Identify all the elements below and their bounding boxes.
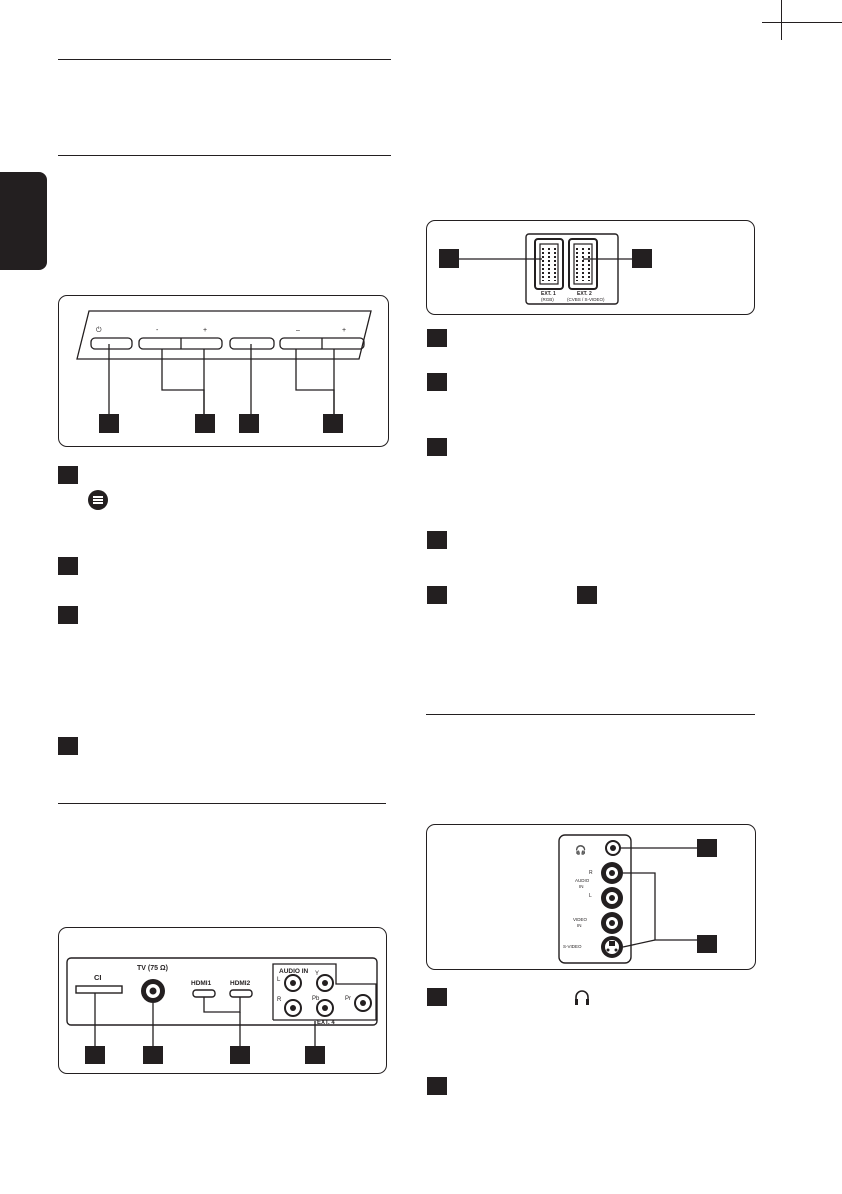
- ext1-sub-label: (RGB): [541, 297, 554, 302]
- headphone-symbol: 🎧: [575, 845, 587, 855]
- volume-plus-label: +: [203, 327, 208, 334]
- video-in-label-2: IN: [577, 923, 582, 928]
- svideo-label: S-VIDEO: [563, 944, 582, 949]
- menu-button[interactable]: [230, 338, 274, 349]
- side-connectors-drawing: [427, 825, 755, 969]
- audio-in-label: AUDIO IN: [279, 968, 309, 975]
- item-marker-r2: [427, 373, 447, 391]
- audio-r-label: R: [589, 870, 593, 876]
- bottom-connectors-drawing: [59, 928, 386, 1073]
- y-label: Y: [315, 971, 320, 977]
- callout-av-in: [697, 935, 717, 953]
- hdmi2-port[interactable]: [230, 990, 252, 997]
- item-marker-r7: [427, 1077, 447, 1095]
- rear-scart-panel: [426, 220, 755, 315]
- item-marker-r4: [427, 531, 447, 549]
- callout-2: [195, 414, 215, 433]
- callout-antenna: [143, 1046, 163, 1064]
- item-marker-2: [58, 557, 78, 575]
- language-tab: [0, 172, 47, 270]
- hdmi2-label: HDMI2: [230, 980, 251, 987]
- side-controls-panel: [58, 295, 389, 447]
- item-marker-r3: [427, 438, 447, 456]
- item-marker-r5: [427, 586, 447, 604]
- pb-label: Pb: [312, 996, 320, 1002]
- crop-mark-vertical: [781, 0, 782, 40]
- ext1-label: EXT. 1: [541, 291, 556, 297]
- audio-in-l-label: L: [277, 977, 281, 983]
- callout-ext2: [632, 249, 652, 268]
- headphone-icon-svg: [572, 987, 592, 1007]
- section-rule-1: [58, 59, 391, 60]
- section-rule-3: [58, 803, 386, 804]
- program-minus-label: –: [296, 327, 300, 334]
- audio-in-label-2: IN: [579, 884, 584, 889]
- ext4-label: EXT. 4: [317, 1020, 335, 1026]
- ci-label: CI: [94, 973, 102, 982]
- audio-in-r-label: R: [277, 997, 282, 1003]
- side-connectors-panel: [426, 824, 756, 970]
- crop-mark-horizontal: [762, 22, 842, 23]
- note-icon: [88, 490, 108, 510]
- side-controls-drawing: [59, 296, 388, 446]
- ci-slot[interactable]: [76, 986, 122, 993]
- program-plus-label: +: [342, 327, 347, 334]
- power-symbol: ⏻: [96, 327, 102, 334]
- callout-ci: [85, 1046, 105, 1064]
- pr-label: Pr: [345, 996, 351, 1002]
- audio-l-label: L: [589, 893, 592, 899]
- section-rule-4: [426, 714, 755, 715]
- section-rule-2: [58, 155, 391, 156]
- item-marker-r5-inline: [577, 586, 597, 604]
- callout-1: [99, 414, 119, 433]
- item-marker-4: [58, 737, 78, 755]
- volume-minus-label: -: [156, 327, 159, 334]
- callout-ext4: [305, 1046, 325, 1064]
- callout-headphone: [697, 839, 717, 857]
- video-in-label-1: VIDEO: [573, 917, 588, 922]
- hdmi1-label: HDMI1: [191, 980, 212, 987]
- power-button[interactable]: [91, 338, 132, 349]
- tv-antenna-label: TV (75 Ω): [137, 965, 168, 972]
- rear-scart-drawing: [427, 221, 754, 314]
- callout-4: [323, 414, 343, 433]
- bottom-connectors-panel: [58, 927, 387, 1074]
- ext2-label: EXT. 2: [577, 291, 592, 297]
- callout-3: [239, 414, 259, 433]
- item-marker-r6: [427, 988, 447, 1006]
- callout-ext1: [439, 249, 459, 268]
- callout-hdmi: [230, 1046, 250, 1064]
- item-marker-1: [58, 466, 78, 484]
- item-marker-r1: [427, 329, 447, 347]
- ext2-sub-label: (CVBS / S-VIDEO): [567, 297, 605, 302]
- headphone-icon: [572, 987, 592, 1007]
- hdmi1-port[interactable]: [193, 990, 215, 997]
- item-marker-3: [58, 606, 78, 624]
- audio-in-label-1: AUDIO: [575, 878, 590, 883]
